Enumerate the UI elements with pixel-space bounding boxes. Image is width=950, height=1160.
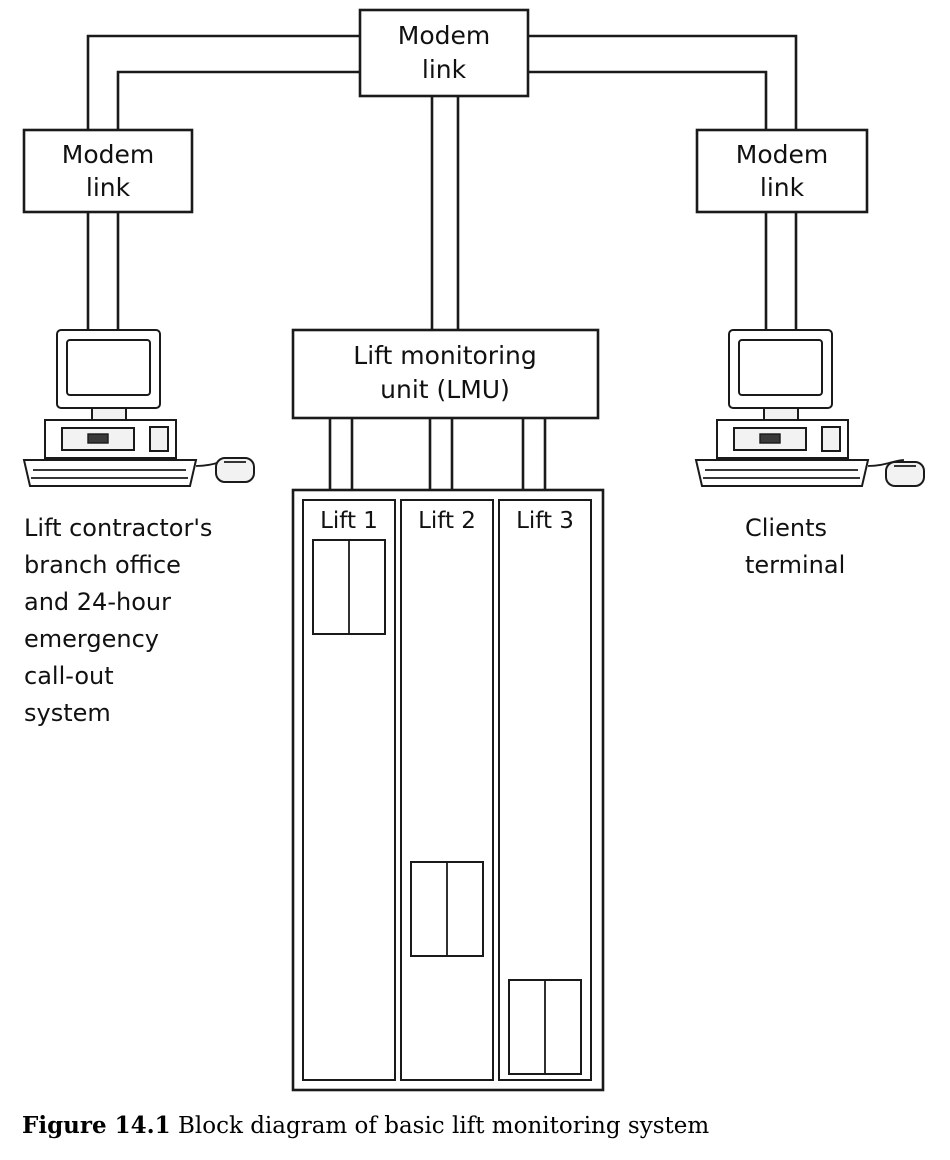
- right-keyboard: [696, 460, 868, 486]
- figure-caption-text: Block diagram of basic lift monitoring system: [177, 1113, 710, 1139]
- left-terminal-caption: [24, 514, 212, 727]
- shaft-lift-2[interactable]: [401, 500, 493, 1080]
- link-top-to-left-outer: [88, 36, 360, 130]
- shaft-label-lift-3: Lift 3: [516, 508, 574, 534]
- left-monitor-screen: [67, 340, 150, 395]
- link-top-to-right-inner: [528, 72, 766, 130]
- modem-link-left-line2: link: [85, 173, 131, 202]
- left-caption-line-5: call-out: [24, 662, 114, 690]
- right-drive-slot: [760, 434, 780, 443]
- left-caption-line-2: branch office: [24, 551, 181, 579]
- left-monitor-stand: [92, 408, 126, 420]
- modem-link-top-line2: link: [421, 55, 467, 84]
- modem-link-top-line1: Modem: [397, 21, 491, 50]
- shaft-label-lift-2: Lift 2: [418, 508, 476, 534]
- modem-link-right-line2: link: [759, 173, 805, 202]
- right-power-panel: [822, 427, 840, 451]
- left-caption-line-6: system: [24, 699, 111, 727]
- modem-link-right-line1: Modem: [735, 140, 829, 169]
- modem-link-right[interactable]: [697, 130, 867, 212]
- left-keyboard: [24, 460, 196, 486]
- link-top-to-left-inner: [118, 72, 360, 130]
- lmu-line1: Lift monitoring: [353, 341, 537, 370]
- lift-monitoring-unit[interactable]: [293, 330, 598, 418]
- right-monitor-stand: [764, 408, 798, 420]
- connection-lines: [85, 36, 796, 490]
- modem-link-left-line1: Modem: [61, 140, 155, 169]
- figure-caption-label: Figure 14.1: [22, 1112, 171, 1139]
- figure-caption: [22, 1112, 922, 1139]
- modem-link-left[interactable]: [24, 130, 192, 212]
- left-caption-line-4: emergency: [24, 625, 159, 653]
- left-drive-slot: [88, 434, 108, 443]
- right-monitor-screen: [739, 340, 822, 395]
- modem-link-top[interactable]: [360, 10, 528, 96]
- lift-shaft-assembly: [293, 490, 603, 1090]
- computer-icon-left: [24, 330, 254, 486]
- lmu-line2: unit (LMU): [380, 375, 510, 404]
- right-caption-line-2: terminal: [745, 551, 846, 579]
- link-top-to-right-outer: [528, 36, 796, 130]
- left-power-panel: [150, 427, 168, 451]
- computer-icon-right: [696, 330, 924, 486]
- left-caption-line-1: Lift contractor's: [24, 514, 213, 542]
- right-terminal-caption: [745, 514, 845, 579]
- right-caption-line-1: Clients: [745, 514, 827, 542]
- shaft-label-lift-1: Lift 1: [320, 508, 378, 534]
- left-caption-line-3: and 24-hour: [24, 588, 171, 616]
